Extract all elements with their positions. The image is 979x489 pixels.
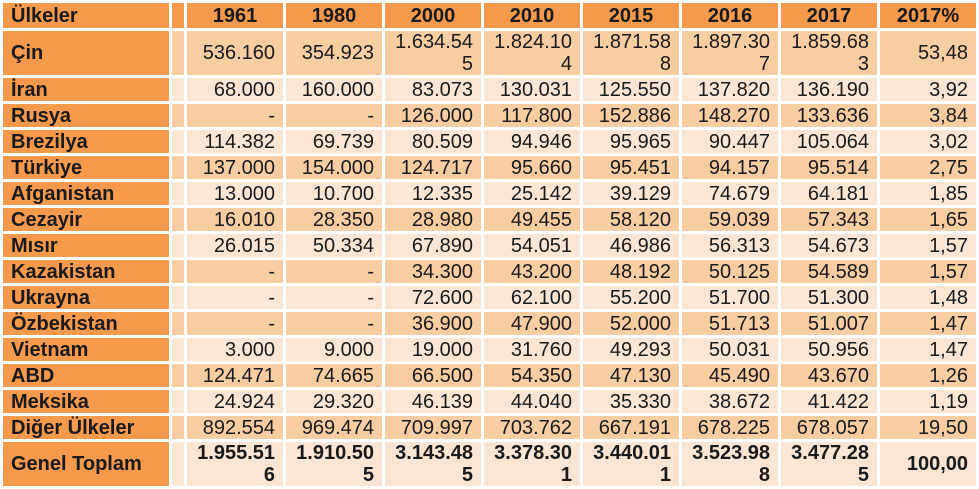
column-header-1980: 1980 (286, 3, 382, 28)
column-header-2015: 2015 (583, 3, 679, 28)
cell: 57.343 (781, 208, 877, 231)
cell: 26.015 (187, 234, 283, 257)
cell: 59.039 (682, 208, 778, 231)
cell: 124.717 (385, 156, 481, 179)
cell: 969.474 (286, 416, 382, 439)
cell: 36.900 (385, 312, 481, 335)
cell: 1.634.545 (385, 31, 481, 75)
header-spacer-cell (172, 3, 184, 28)
cell: 137.820 (682, 78, 778, 101)
header-row (3, 3, 976, 28)
cell: 12.335 (385, 182, 481, 205)
cell: 133.636 (781, 104, 877, 127)
table-row (3, 104, 976, 127)
cell: 703.762 (484, 416, 580, 439)
cell: 1,26 (880, 364, 976, 387)
cell: 19.000 (385, 338, 481, 361)
cell: 3.378.301 (484, 442, 580, 486)
cell: 3.000 (187, 338, 283, 361)
cell: 51.007 (781, 312, 877, 335)
cell: 47.900 (484, 312, 580, 335)
cell: 45.490 (682, 364, 778, 387)
cell: 28.980 (385, 208, 481, 231)
cell: 34.300 (385, 260, 481, 283)
row-label: Ukrayna (3, 286, 169, 309)
cell: 3.523.988 (682, 442, 778, 486)
cell: 29.320 (286, 390, 382, 413)
cell: 50.334 (286, 234, 382, 257)
cell: 136.190 (781, 78, 877, 101)
table-row (3, 208, 976, 231)
cell: 95.965 (583, 130, 679, 153)
cell: 41.422 (781, 390, 877, 413)
cell: 1.897.307 (682, 31, 778, 75)
cell: 67.890 (385, 234, 481, 257)
cell: 130.031 (484, 78, 580, 101)
cell: 46.139 (385, 390, 481, 413)
cell: 50.125 (682, 260, 778, 283)
cell: 137.000 (187, 156, 283, 179)
table-row (3, 78, 976, 101)
cell: 3.440.011 (583, 442, 679, 486)
cell: - (187, 104, 283, 127)
cell: 1,85 (880, 182, 976, 205)
cell: 54.051 (484, 234, 580, 257)
spacer-cell (172, 364, 184, 387)
cell: 126.000 (385, 104, 481, 127)
cell: 709.997 (385, 416, 481, 439)
cell: 892.554 (187, 416, 283, 439)
cell: 35.330 (583, 390, 679, 413)
cell: 19,50 (880, 416, 976, 439)
cell: 25.142 (484, 182, 580, 205)
table-row (3, 234, 976, 257)
cell: 148.270 (682, 104, 778, 127)
row-label: Meksika (3, 390, 169, 413)
cell: 90.447 (682, 130, 778, 153)
cell: 16.010 (187, 208, 283, 231)
cell: 53,48 (880, 31, 976, 75)
row-label: ABD (3, 364, 169, 387)
spacer-cell (172, 390, 184, 413)
cell: 74.679 (682, 182, 778, 205)
cell: 3.143.485 (385, 442, 481, 486)
column-header-2017pct: 2017% (880, 3, 976, 28)
cell: 125.550 (583, 78, 679, 101)
cell: 678.057 (781, 416, 877, 439)
cell: 1,57 (880, 260, 976, 283)
row-label: Kazakistan (3, 260, 169, 283)
cell: 95.451 (583, 156, 679, 179)
row-label: Genel Toplam (3, 442, 169, 486)
cell: 117.800 (484, 104, 580, 127)
cell: 54.589 (781, 260, 877, 283)
cell: 3,92 (880, 78, 976, 101)
cell: 64.181 (781, 182, 877, 205)
table-row (3, 286, 976, 309)
spacer-cell (172, 260, 184, 283)
cell: 678.225 (682, 416, 778, 439)
cell: 1.859.683 (781, 31, 877, 75)
spacer-cell (172, 286, 184, 309)
cell: 1.910.505 (286, 442, 382, 486)
cell: - (286, 104, 382, 127)
table-row (3, 130, 976, 153)
cell: 28.350 (286, 208, 382, 231)
cell: 38.672 (682, 390, 778, 413)
table-row (3, 390, 976, 413)
cell: 58.120 (583, 208, 679, 231)
column-header-1961: 1961 (187, 3, 283, 28)
cell: 43.670 (781, 364, 877, 387)
cell: 152.886 (583, 104, 679, 127)
row-label: Brezilya (3, 130, 169, 153)
cell: 51.713 (682, 312, 778, 335)
cell: 154.000 (286, 156, 382, 179)
cell: - (286, 286, 382, 309)
cell: 49.293 (583, 338, 679, 361)
table-row (3, 260, 976, 283)
table-row (3, 182, 976, 205)
cell: 1.955.516 (187, 442, 283, 486)
cell: 94.946 (484, 130, 580, 153)
cell: 1,48 (880, 286, 976, 309)
cell: - (187, 312, 283, 335)
cell: 50.956 (781, 338, 877, 361)
cell: 39.129 (583, 182, 679, 205)
table-row (3, 442, 976, 486)
cell: 9.000 (286, 338, 382, 361)
cell: 100,00 (880, 442, 976, 486)
cell: 44.040 (484, 390, 580, 413)
cell: 10.700 (286, 182, 382, 205)
cell: 50.031 (682, 338, 778, 361)
cell: 83.073 (385, 78, 481, 101)
cell: - (187, 260, 283, 283)
cell: 536.160 (187, 31, 283, 75)
cell: 1.871.588 (583, 31, 679, 75)
cell: 43.200 (484, 260, 580, 283)
cell: 13.000 (187, 182, 283, 205)
table-row (3, 338, 976, 361)
table-row (3, 364, 976, 387)
cell: 1,47 (880, 338, 976, 361)
cell: 105.064 (781, 130, 877, 153)
spacer-cell (172, 234, 184, 257)
column-header-2016: 2016 (682, 3, 778, 28)
spacer-cell (172, 338, 184, 361)
cell: 54.350 (484, 364, 580, 387)
cell: 1,47 (880, 312, 976, 335)
cell: 3,84 (880, 104, 976, 127)
cell: 52.000 (583, 312, 679, 335)
cell: 124.471 (187, 364, 283, 387)
cell: 160.000 (286, 78, 382, 101)
row-label: Diğer Ülkeler (3, 416, 169, 439)
cell: 56.313 (682, 234, 778, 257)
cell: 62.100 (484, 286, 580, 309)
cell: 54.673 (781, 234, 877, 257)
cell: 66.500 (385, 364, 481, 387)
row-label: Rusya (3, 104, 169, 127)
cell: - (187, 286, 283, 309)
cell: 1,19 (880, 390, 976, 413)
row-label: Mısır (3, 234, 169, 257)
table-row (3, 416, 976, 439)
column-header-2017: 2017 (781, 3, 877, 28)
table-row (3, 312, 976, 335)
cell: 46.986 (583, 234, 679, 257)
table-row (3, 156, 976, 179)
cell: 74.665 (286, 364, 382, 387)
spacer-cell (172, 442, 184, 486)
cell: 55.200 (583, 286, 679, 309)
row-label: Özbekistan (3, 312, 169, 335)
cell: 1.824.104 (484, 31, 580, 75)
cell: 95.514 (781, 156, 877, 179)
cell: 1,57 (880, 234, 976, 257)
cell: 667.191 (583, 416, 679, 439)
column-header-countries: Ülkeler (3, 3, 169, 28)
spacer-cell (172, 182, 184, 205)
cell: 94.157 (682, 156, 778, 179)
cell: 72.600 (385, 286, 481, 309)
cell: 48.192 (583, 260, 679, 283)
cell: - (286, 260, 382, 283)
row-label: Çin (3, 31, 169, 75)
cell: 1,65 (880, 208, 976, 231)
table-row (3, 31, 976, 75)
row-label: Cezayir (3, 208, 169, 231)
cell: 49.455 (484, 208, 580, 231)
cell: 68.000 (187, 78, 283, 101)
row-label: İran (3, 78, 169, 101)
cell: 80.509 (385, 130, 481, 153)
cell: 354.923 (286, 31, 382, 75)
spacer-cell (172, 104, 184, 127)
row-label: Türkiye (3, 156, 169, 179)
cell: - (286, 312, 382, 335)
cell: 51.300 (781, 286, 877, 309)
spacer-cell (172, 31, 184, 75)
cell: 69.739 (286, 130, 382, 153)
cell: 95.660 (484, 156, 580, 179)
spacer-cell (172, 312, 184, 335)
cell: 3.477.285 (781, 442, 877, 486)
table-body (3, 31, 976, 486)
spacer-cell (172, 130, 184, 153)
cell: 2,75 (880, 156, 976, 179)
cell: 51.700 (682, 286, 778, 309)
row-label: Vietnam (3, 338, 169, 361)
cell: 114.382 (187, 130, 283, 153)
cell: 3,02 (880, 130, 976, 153)
cell: 31.760 (484, 338, 580, 361)
cell: 47.130 (583, 364, 679, 387)
row-label: Afganistan (3, 182, 169, 205)
cell: 24.924 (187, 390, 283, 413)
spacer-cell (172, 416, 184, 439)
column-header-2010: 2010 (484, 3, 580, 28)
column-header-2000: 2000 (385, 3, 481, 28)
spacer-cell (172, 156, 184, 179)
spacer-cell (172, 208, 184, 231)
spacer-cell (172, 78, 184, 101)
